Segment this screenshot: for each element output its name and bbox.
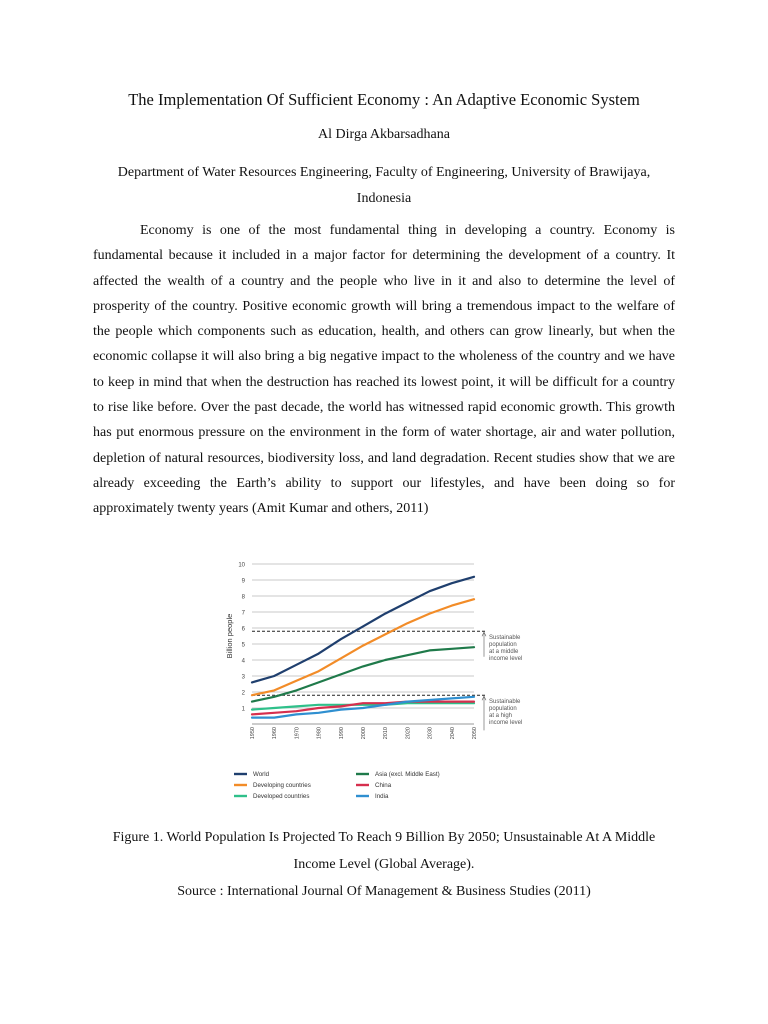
body-paragraph: Economy is one of the most fundamental thing in developing a country. Economy is fundamental because it included in a major factor for determining the development of a country. It affected the wealth of a country and the people who live in it and also to determine the level of prosperity of the country. Positive economic growth will bring a tremendous impact to the welfare of the people which components such as education, health, and others can grow linearly, but when the economic collapse it will also bring a big negative impact to the wholeness of the country and we have to keep in mind that when the destruction has reached its lowest point, it will be difficult for a country to rise like before. Over the past decade, the world has witnessed rapid economic growth. This growth has put enormous pressure on the environment in the form of water shortage, air and water pollution, depletion of natural resources, biodiversity loss, and land degradation. Recent studies show that we are already exceeding the Earth’s ability to support our lifestyles, and have been doing so for approximately twenty years (Amit Kumar and others, 2011) — [93, 223, 675, 517]
legend-label: Developed countries — [253, 793, 310, 801]
x-tick-label: 2020 — [405, 727, 412, 740]
legend-label: Asia (excl. Middle East) — [375, 771, 440, 779]
threshold-label: Sustainable population at a high income level — [489, 699, 523, 727]
x-tick-label: 1950 — [250, 727, 256, 740]
threshold-label: Sustainable population at a middle income level — [489, 635, 523, 663]
population-chart — [226, 556, 546, 806]
legend-label: World — [253, 771, 270, 779]
y-axis-label: Billion people — [225, 613, 234, 659]
author-affiliation: Department of Water Resources Engineering, Faculty of Engineering, University of Brawijaya, Indonesia — [117, 165, 651, 206]
paper-title: The Implementation Of Sufficient Economy : An Adaptive Economic System — [128, 90, 640, 109]
x-tick-label: 1970 — [294, 727, 301, 740]
y-tick-label: 6 — [241, 626, 245, 633]
x-tick-label: 2000 — [361, 727, 367, 740]
series-line-asia-excl-middle-east — [252, 647, 474, 701]
legend-label: China — [375, 782, 392, 790]
legend-label: Developing countries — [253, 782, 311, 790]
x-tick-label: 2050 — [472, 727, 478, 740]
y-tick-label: 10 — [238, 562, 245, 569]
y-tick-label: 8 — [241, 594, 245, 601]
x-tick-label: 1980 — [316, 727, 323, 740]
y-tick-label: 4 — [241, 658, 245, 665]
figure-source: Source : International Journal Of Management & Business Studies (2011) — [177, 884, 591, 899]
y-tick-label: 5 — [241, 642, 245, 649]
y-tick-label: 7 — [241, 610, 245, 617]
x-tick-label: 2010 — [383, 727, 390, 740]
x-tick-label: 1960 — [272, 727, 279, 740]
legend-label: India — [375, 793, 389, 801]
y-tick-label: 1 — [241, 706, 245, 713]
y-tick-label: 3 — [241, 674, 245, 681]
x-tick-label: 2040 — [449, 727, 456, 740]
x-tick-label: 2030 — [427, 727, 434, 740]
series-line-developing-countries — [252, 599, 474, 695]
x-tick-label: 1990 — [338, 727, 345, 740]
author-name: Al Dirga Akbarsadhana — [318, 127, 450, 142]
y-tick-label: 9 — [241, 578, 245, 585]
figure-caption: Figure 1. World Population Is Projected To Reach 9 Billion By 2050; Unsustainable At A Middle Income Level (Global Average). — [112, 830, 656, 872]
y-tick-label: 2 — [241, 690, 245, 697]
